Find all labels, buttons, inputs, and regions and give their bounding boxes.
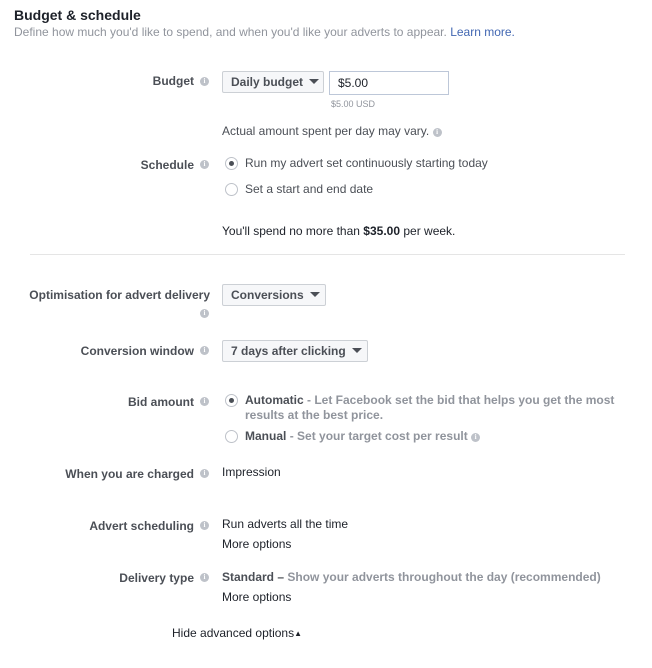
budget-type-dropdown[interactable] xyxy=(222,71,324,93)
section-divider xyxy=(30,254,625,255)
budget-type-value: Daily budget xyxy=(231,75,304,89)
budget-note xyxy=(222,124,442,138)
caret-up-icon: ▲ xyxy=(294,629,303,638)
bid-manual-option[interactable] xyxy=(245,429,480,443)
spend-amount: $35.00 xyxy=(363,224,400,238)
schedule-start-end-label[interactable]: Set a start and end date xyxy=(245,182,374,196)
section-title: Budget & schedule xyxy=(14,7,141,23)
chevron-down-icon xyxy=(309,79,319,84)
schedule-label xyxy=(141,158,194,172)
bid-amount-label: Bid amount xyxy=(128,395,194,409)
chevron-down-icon xyxy=(310,292,320,297)
delivery-type-more-options-link[interactable]: More options xyxy=(222,590,292,604)
bid-manual-radio[interactable] xyxy=(225,430,238,443)
delivery-type-value xyxy=(222,570,601,584)
charged-value: Impression xyxy=(222,465,281,479)
schedule-continuous-label[interactable]: Run my advert set continuously starting today xyxy=(245,156,488,170)
bid-amount-info-icon[interactable]: i xyxy=(200,397,209,406)
schedule-continuous-radio[interactable] xyxy=(225,157,238,170)
advert-scheduling-more-options-link[interactable]: More options xyxy=(222,537,292,551)
section-subtitle xyxy=(14,25,515,39)
spend-prefix: You'll spend no more than xyxy=(222,224,360,238)
optimisation-value: Conversions xyxy=(231,288,304,302)
bid-automatic-desc: - Let Facebook set the bid that helps you get the most xyxy=(307,393,615,407)
schedule-info-icon[interactable]: i xyxy=(200,160,209,169)
weekly-spend-summary xyxy=(222,224,455,238)
learn-more-link[interactable]: Learn more. xyxy=(450,25,515,39)
advert-scheduling-info-icon[interactable]: i xyxy=(200,521,209,530)
budget-amount-input[interactable] xyxy=(329,71,449,95)
optimisation-label: Optimisation for advert delivery xyxy=(29,288,210,302)
advert-scheduling-value: Run adverts all the time xyxy=(222,517,349,531)
delivery-type-desc: Show your adverts throughout the day (recommended) xyxy=(287,570,601,584)
charged-info-icon[interactable]: i xyxy=(200,469,209,478)
hide-advanced-text: Hide advanced options xyxy=(172,626,295,640)
bid-manual-desc: - Set your target cost per result xyxy=(289,429,468,443)
bid-automatic-desc-2: results at the best price. xyxy=(245,408,384,422)
chevron-down-icon xyxy=(352,348,362,353)
delivery-type-info-icon[interactable]: i xyxy=(200,573,209,582)
delivery-type-label: Delivery type xyxy=(119,571,194,585)
optimisation-info-icon[interactable]: i xyxy=(200,309,209,318)
conversion-window-value: 7 days after clicking xyxy=(231,344,346,358)
schedule-start-end-radio[interactable] xyxy=(225,183,238,196)
hide-advanced-options-link[interactable] xyxy=(172,626,302,640)
budget-label-text: Budget xyxy=(152,74,194,88)
schedule-label-text: Schedule xyxy=(140,158,194,172)
bid-manual-info-icon[interactable]: i xyxy=(471,433,480,442)
budget-info-icon[interactable]: i xyxy=(200,77,209,86)
budget-label xyxy=(153,74,194,88)
bid-automatic-option[interactable] xyxy=(245,393,614,423)
charged-label: When you are charged xyxy=(65,467,194,481)
budget-note-text: Actual amount spent per day may vary. xyxy=(222,124,430,138)
budget-note-info-icon[interactable]: i xyxy=(433,128,442,137)
subtitle-text: Define how much you'd like to spend, and when you'd like your adverts to appear. xyxy=(14,25,447,39)
advert-scheduling-label: Advert scheduling xyxy=(89,519,194,533)
conversion-window-label: Conversion window xyxy=(80,344,194,358)
bid-manual-title: Manual xyxy=(245,429,287,443)
conversion-window-info-icon[interactable]: i xyxy=(200,346,209,355)
delivery-type-title: Standard – xyxy=(222,570,285,584)
bid-automatic-title: Automatic xyxy=(245,393,304,407)
conversion-window-dropdown[interactable] xyxy=(222,340,368,362)
bid-automatic-radio[interactable] xyxy=(225,394,238,407)
budget-currency-hint: $5.00 USD xyxy=(331,99,376,109)
spend-suffix: per week. xyxy=(403,224,456,238)
optimisation-dropdown[interactable] xyxy=(222,284,326,306)
